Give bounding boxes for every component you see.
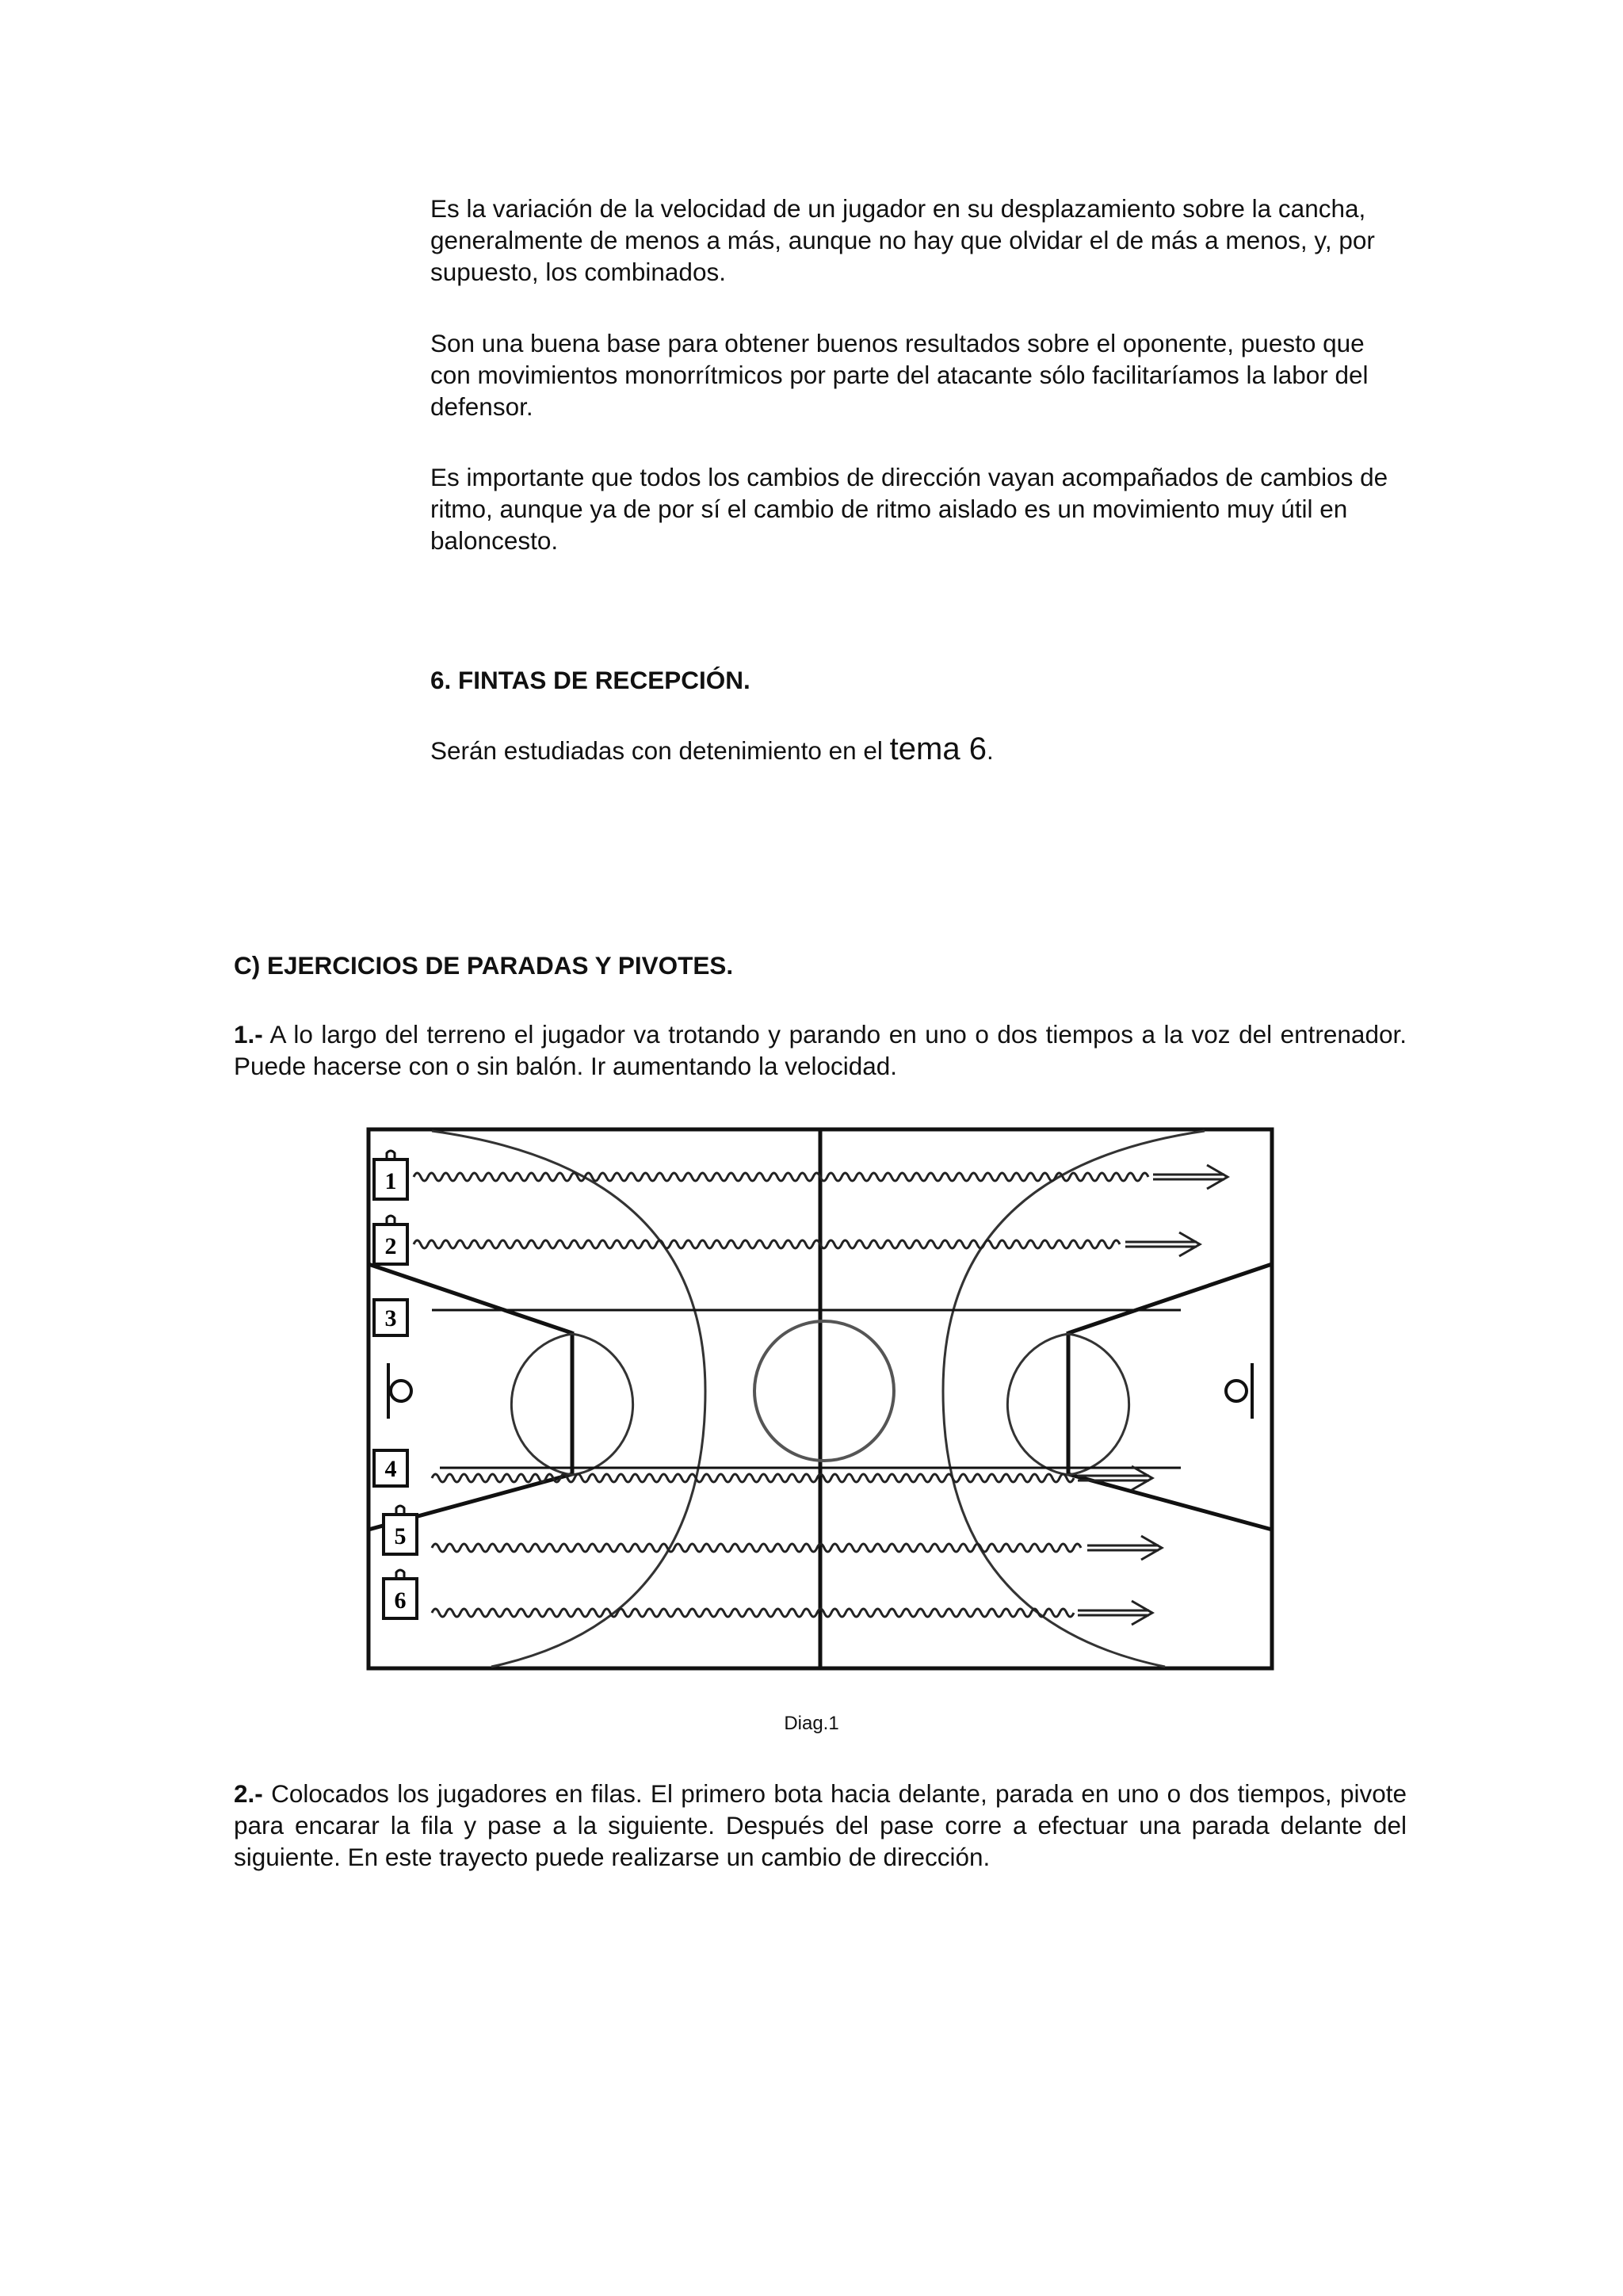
direction-arrow-5 [1078, 1601, 1152, 1625]
dribble-path-3 [432, 1474, 1074, 1482]
diagram-caption: Diag.1 [784, 1713, 839, 1734]
exercise-text [234, 1778, 1407, 1873]
right-three-point-arc [943, 1131, 1205, 1667]
left-free-throw-circle [572, 1334, 633, 1475]
paragraph-rhythm-benefit [430, 327, 1405, 422]
exercise-1 [234, 1018, 1407, 1082]
paragraph-text [430, 733, 1405, 766]
paragraph-text: Es importante que todos los cambios de dirección vayan acompañados de cambios de ritmo, aunque ya de por sí el cambio de ritmo aislado es un movimiento muy útil en baloncesto. [430, 463, 1388, 555]
left-free-throw-circle-inner [511, 1334, 572, 1475]
right-free-throw-circle-inner [1068, 1334, 1129, 1475]
dribble-path-5 [432, 1609, 1074, 1617]
center-circle [754, 1321, 894, 1461]
exercise-description: Colocados los jugadores en filas. El primero bota hacia delante, parada en uno o dos tiempos, pivote para encarar la fila y pase a la siguiente. Después del pase corre a efectuar una parada delante del siguiente. En este trayecto puede realizarse un cambio de dirección. [234, 1779, 1407, 1871]
reference-period: . [986, 736, 994, 765]
reference-topic: tema 6 [889, 732, 987, 766]
section-heading-fintas [430, 664, 1405, 696]
section-heading: 6. FINTAS DE RECEPCIÓN. [430, 666, 750, 694]
player-label-5: 5 [394, 1523, 407, 1549]
player-label-6: 6 [394, 1587, 407, 1614]
paragraph-text: Son una buena base para obtener buenos resultados sobre el oponente, puesto que con movimientos monorrítmicos por parte del atacante sólo facilitaríamos la labor del defensor. [430, 329, 1369, 421]
left-three-point-arc [432, 1131, 705, 1667]
player-3 [374, 1300, 407, 1335]
paragraph-rhythm-definition [430, 193, 1405, 288]
dribble-path-4 [432, 1544, 1081, 1552]
paragraph-rhythm-direction [430, 461, 1405, 556]
player-label-1: 1 [384, 1168, 397, 1194]
right-hoop [1226, 1381, 1247, 1401]
paragraph-fintas-reference [430, 733, 1405, 766]
player-2 [374, 1216, 407, 1264]
direction-arrow-2 [1125, 1232, 1200, 1256]
player-5 [384, 1506, 417, 1554]
right-key-bottom [1068, 1474, 1272, 1530]
dribble-path-2 [414, 1240, 1120, 1248]
dribble-path-1 [414, 1173, 1148, 1181]
player-label-3: 3 [384, 1305, 397, 1331]
exercise-number: 1.- [234, 1020, 263, 1049]
reference-text: Serán estudiadas con detenimiento en el [430, 736, 890, 765]
section-heading: C) EJERCICIOS DE PARADAS Y PIVOTES. [234, 951, 734, 980]
direction-arrow-4 [1087, 1536, 1162, 1560]
exercise-description: A lo largo del terreno el jugador va trotando y parando en uno o dos tiempos a la voz del entrenador. Puede hacerse con o sin balón. Ir aumentando la velocidad. [234, 1020, 1407, 1080]
player-label-2: 2 [384, 1233, 397, 1259]
exercise-number: 2.- [234, 1779, 263, 1808]
paragraph-text: Es la variación de la velocidad de un jugador en su desplazamiento sobre la cancha, generalmente de menos a más, aunque no hay que olvidar el de más a menos, y, por supuesto, los combinados. [430, 194, 1375, 286]
section-heading-ejercicios [234, 949, 1407, 981]
exercise-2 [234, 1778, 1407, 1873]
direction-arrow-1 [1153, 1165, 1228, 1189]
right-key-top [1068, 1264, 1272, 1333]
player-4 [374, 1450, 407, 1486]
player-1 [374, 1151, 407, 1199]
player-label-4: 4 [384, 1456, 397, 1482]
left-hoop [391, 1381, 411, 1401]
court-diagram [357, 1114, 1284, 1684]
exercise-text [234, 1018, 1407, 1082]
right-free-throw-circle [1007, 1334, 1068, 1475]
player-6 [384, 1570, 417, 1618]
